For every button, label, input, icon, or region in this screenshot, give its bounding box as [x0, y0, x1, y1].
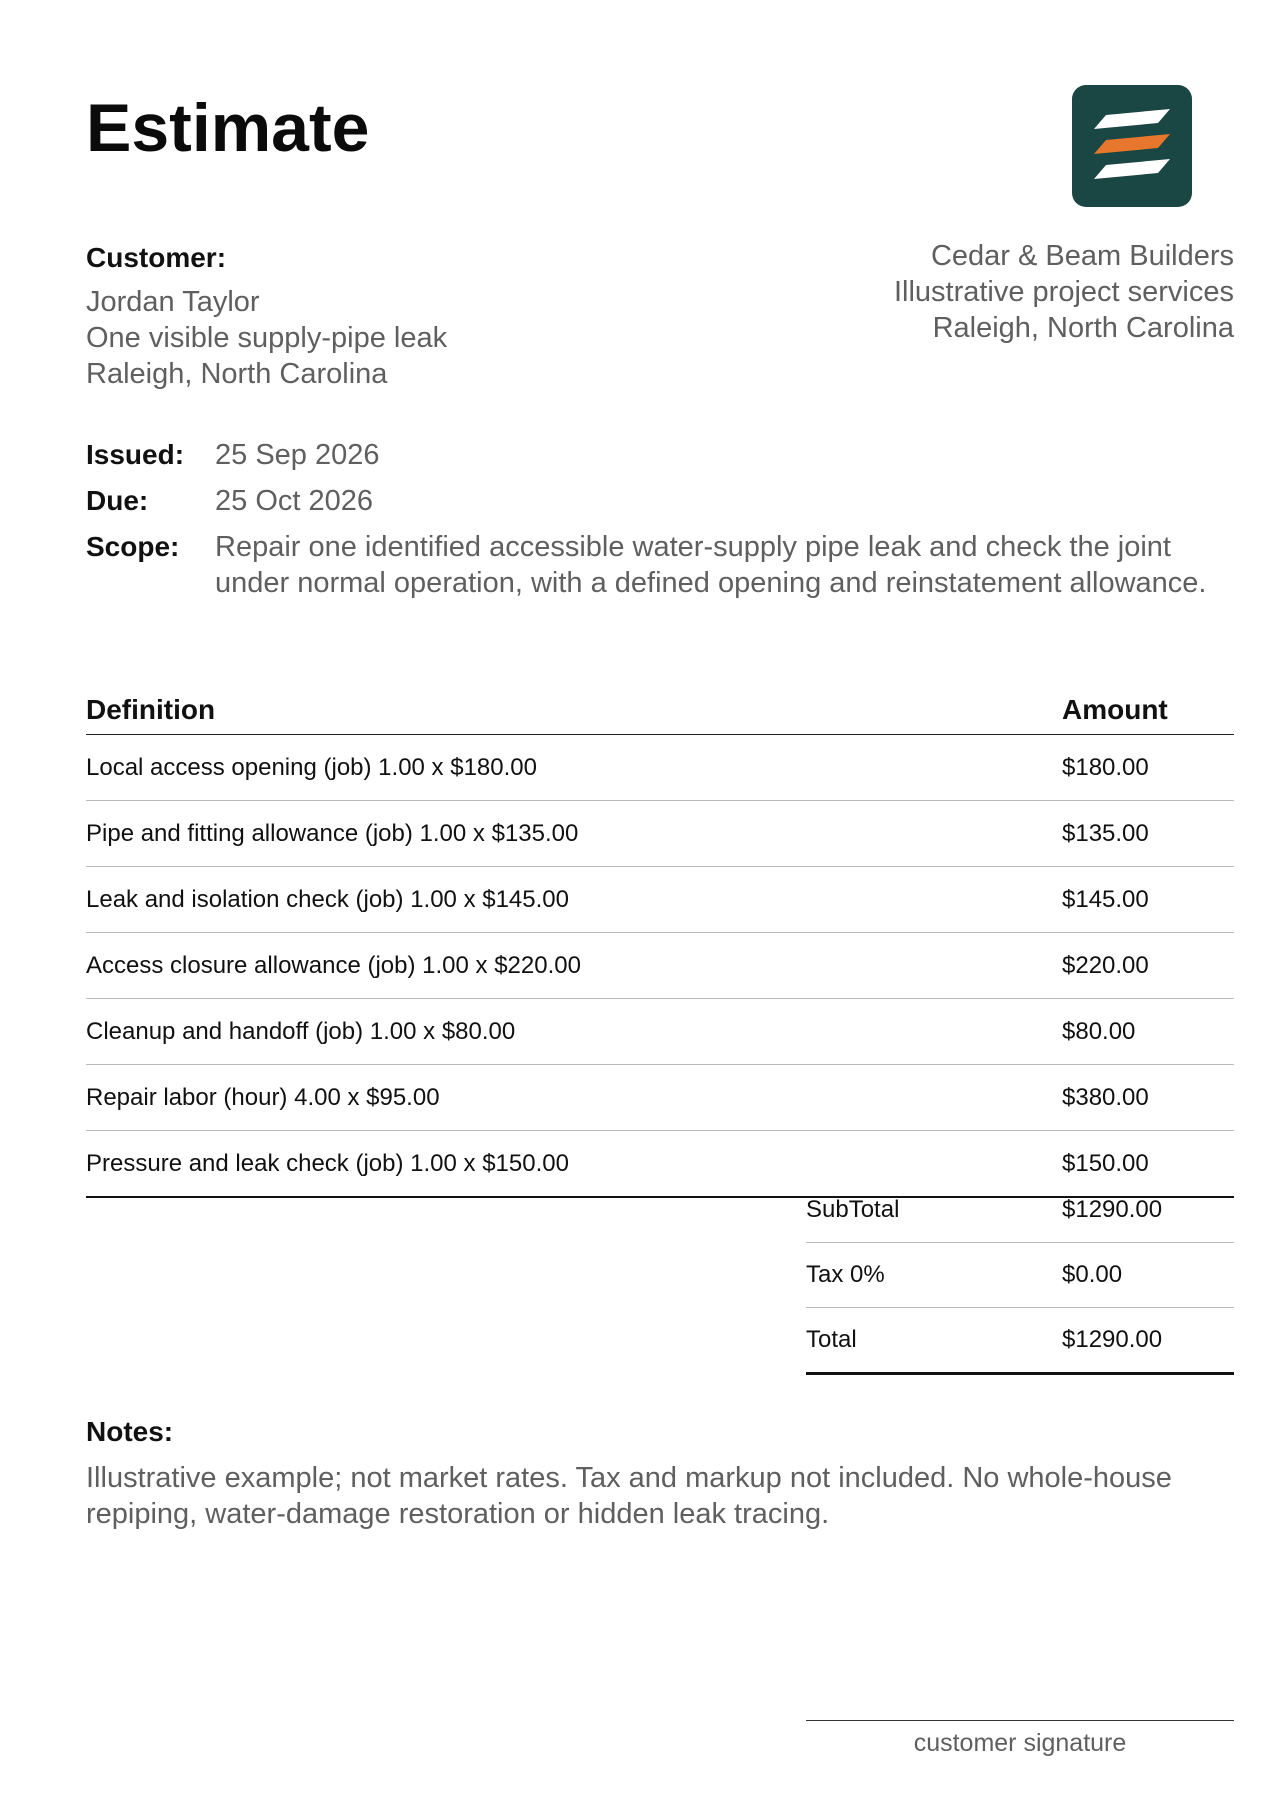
row-amount: $150.00: [1062, 1149, 1149, 1177]
company-line-2: Illustrative project services: [893, 276, 1234, 308]
due-label: Due:: [86, 485, 149, 516]
total-row: [806, 1308, 1234, 1375]
issued-row: [86, 432, 1234, 478]
row-definition: Pressure and leak check (job) 1.00 x $150.00: [86, 1149, 569, 1177]
row-definition: Repair labor (hour) 4.00 x $95.00: [86, 1083, 440, 1111]
subtotal-value: $1290.00: [1062, 1196, 1163, 1223]
estimate-page: [86, 0, 1234, 1800]
due-value: 25 Oct 2026: [215, 485, 373, 517]
estimate-meta: [86, 432, 1234, 601]
customer-line-3: Raleigh, North Carolina: [86, 358, 388, 390]
table-row: [86, 1065, 1234, 1131]
tax-row: [806, 1243, 1234, 1308]
notes-text: Illustrative example; not market rates. Tax and markup not included. No whole-house repiping, water-damage restoration or hidden leak tracing.: [86, 1462, 1172, 1530]
row-amount: $135.00: [1062, 819, 1149, 847]
row-definition: Pipe and fitting allowance (job) 1.00 x $135.00: [86, 819, 579, 847]
row-definition: Cleanup and handoff (job) 1.00 x $80.00: [86, 1017, 516, 1045]
tax-label: Tax 0%: [806, 1261, 885, 1288]
notes-block: [86, 1412, 1234, 1532]
scope-row: [86, 524, 1234, 601]
row-amount: $380.00: [1062, 1083, 1149, 1111]
table-row: [86, 933, 1234, 999]
row-amount: $180.00: [1062, 753, 1149, 781]
company-line-3: Raleigh, North Carolina: [932, 312, 1234, 344]
customer-label: Customer:: [86, 242, 227, 273]
customer-name: Jordan Taylor: [86, 286, 260, 318]
definition-header: Definition: [86, 694, 216, 725]
customer-block: [86, 238, 686, 392]
table-header: [86, 686, 1234, 735]
company-logo-icon: [1072, 85, 1192, 207]
subtotal-label: SubTotal: [806, 1196, 900, 1223]
scope-value: Repair one identified accessible water-supply pipe leak and check the joint under normal operation, with a defined opening and reinstatement allowance.: [215, 531, 1207, 599]
line-items-table: [86, 686, 1234, 1198]
table-row: [86, 801, 1234, 867]
total-value: $1290.00: [1062, 1326, 1163, 1353]
tax-value: $0.00: [1062, 1261, 1123, 1288]
totals-block: [806, 1178, 1234, 1375]
row-definition: Leak and isolation check (job) 1.00 x $145.00: [86, 885, 569, 913]
customer-line-2: One visible supply-pipe leak: [86, 322, 448, 354]
due-row: [86, 478, 1234, 524]
page-title: Estimate: [86, 90, 370, 166]
row-definition: Local access opening (job) 1.00 x $180.00: [86, 753, 537, 781]
table-row: [86, 867, 1234, 933]
signature-line[interactable]: [806, 1720, 1234, 1758]
row-amount: $145.00: [1062, 885, 1149, 913]
company-block: [634, 238, 1234, 346]
subtotal-row: [806, 1178, 1234, 1243]
table-row: [86, 999, 1234, 1065]
amount-header: Amount: [1062, 694, 1168, 725]
row-definition: Access closure allowance (job) 1.00 x $220.00: [86, 951, 581, 979]
signature-label: customer signature: [913, 1729, 1127, 1757]
issued-value: 25 Sep 2026: [215, 439, 380, 471]
scope-label: Scope:: [86, 531, 180, 562]
company-name: Cedar & Beam Builders: [930, 240, 1234, 272]
notes-label: Notes:: [86, 1416, 174, 1447]
row-amount: $220.00: [1062, 951, 1149, 979]
issued-label: Issued:: [86, 439, 185, 470]
total-label: Total: [806, 1326, 857, 1353]
table-row: [86, 735, 1234, 801]
row-amount: $80.00: [1062, 1017, 1136, 1045]
